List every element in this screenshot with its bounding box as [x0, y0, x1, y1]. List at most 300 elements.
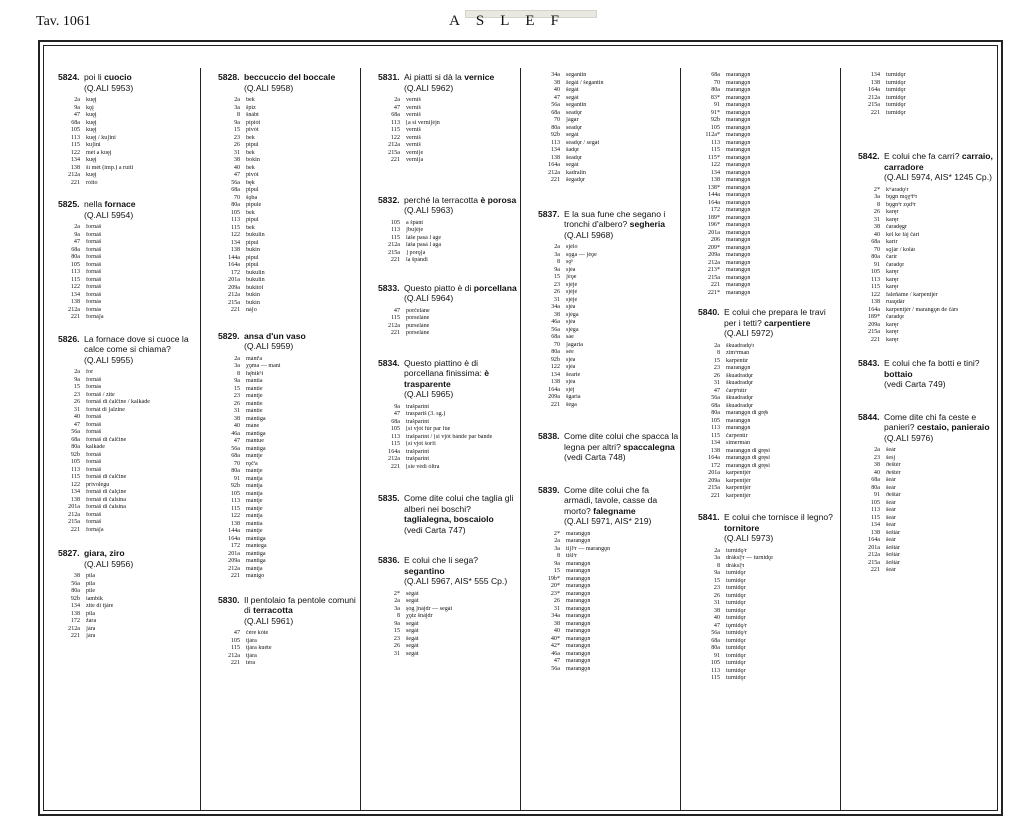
dialect-form: marangǫn	[566, 575, 591, 582]
dialect-form: čaradęgr	[886, 224, 907, 230]
location-code: 215a	[868, 559, 880, 566]
location-code: 23	[713, 365, 720, 371]
dialect-form: bukin	[246, 247, 260, 253]
dialect-form: sjéa	[566, 379, 576, 385]
data-row	[538, 252, 679, 260]
data-row	[58, 444, 199, 452]
data-row	[218, 262, 359, 270]
dialect-form: turnidǫr	[726, 615, 746, 621]
dialect-form: marangǫn	[726, 237, 751, 243]
data-row	[698, 177, 839, 185]
location-code: 212a	[68, 625, 80, 632]
location-code: 26	[553, 289, 560, 295]
location-code: 134	[230, 239, 240, 246]
location-code: 115	[871, 284, 880, 290]
location-code: 215a	[228, 299, 240, 306]
data-row	[698, 365, 839, 373]
data-row	[218, 112, 359, 120]
data-row	[698, 358, 839, 366]
dialect-form: marangǫn	[726, 169, 751, 176]
location-code: 105	[230, 209, 240, 216]
dialect-form: fornáʃa	[86, 526, 104, 533]
data-row	[218, 172, 359, 180]
location-code: 92b	[710, 117, 720, 123]
location-code: 2a	[714, 342, 720, 349]
location-code: 23*	[550, 590, 560, 597]
dialect-form: ʃára	[86, 625, 96, 632]
data-row	[698, 230, 839, 238]
data-row	[378, 235, 519, 243]
source-reference: (Q.ALI 5959)	[244, 341, 294, 351]
dialect-form: bek	[246, 97, 255, 103]
entry-number: 5840.	[698, 307, 720, 317]
dialect-form: sáe	[566, 334, 574, 340]
location-code: 31	[233, 149, 240, 156]
data-row	[538, 162, 679, 170]
dialect-form: segát	[406, 598, 419, 604]
data-row	[378, 242, 519, 250]
location-code: 221	[70, 526, 80, 533]
entry-number: 5841.	[698, 512, 720, 522]
data-row	[858, 277, 999, 285]
data-row	[538, 334, 679, 342]
dialect-form: ʃágar	[566, 117, 579, 123]
location-code: 56a	[71, 429, 80, 435]
location-code: 15	[393, 628, 400, 634]
data-row	[378, 636, 519, 644]
dialect-form: šeár	[886, 477, 896, 483]
location-code: 113	[551, 139, 560, 146]
location-code: 105	[70, 127, 80, 133]
data-row	[858, 537, 999, 545]
location-code: 134	[870, 72, 880, 78]
data-row	[378, 449, 519, 457]
dialect-form: marangǫn	[566, 568, 591, 574]
data-row	[218, 506, 359, 514]
location-code: 134	[70, 489, 80, 495]
dialect-form: marangǫn	[566, 560, 591, 567]
data-row	[218, 180, 359, 188]
dialect-form: marangǫn	[726, 222, 751, 228]
data-row	[698, 615, 839, 623]
entry-number: 5832.	[378, 194, 400, 205]
column-divider	[680, 68, 681, 810]
dialect-form: kʷaradǫʳr	[886, 186, 909, 193]
data-row	[538, 289, 679, 297]
data-row	[538, 531, 679, 539]
question-keyword: vernice	[464, 72, 495, 82]
location-code: 70	[233, 460, 240, 467]
location-code: 38	[873, 224, 880, 230]
dialect-form: tornidǫr	[726, 652, 746, 659]
question-text: E colui che fa carri?	[884, 151, 962, 161]
data-row	[538, 259, 679, 267]
data-row	[858, 102, 999, 110]
dialect-form: fornáš	[86, 291, 102, 298]
location-code: 8	[556, 259, 560, 265]
dialect-form: fornáš di čalčine / kalkáde	[86, 399, 150, 405]
dialect-form: trašparínt	[406, 403, 430, 410]
location-code: 105	[230, 490, 240, 497]
entry-question	[884, 358, 999, 390]
atlas-title: ASLEF	[449, 13, 575, 29]
dialect-form: fornàt di ʃalzine	[86, 406, 125, 413]
column-divider	[200, 68, 201, 810]
data-row	[218, 157, 359, 165]
dialect-form: šearie	[566, 371, 581, 378]
dialect-form: mántja	[246, 490, 263, 497]
location-code: 221	[390, 257, 400, 263]
data-row	[218, 468, 359, 476]
dialect-form: marangǫn	[566, 635, 591, 642]
data-row	[698, 448, 839, 456]
data-row	[218, 371, 359, 379]
data-row	[58, 369, 199, 377]
source-reference: (vedi Carta 749)	[884, 379, 946, 389]
dialect-form: verniš	[406, 134, 421, 141]
data-row	[378, 434, 519, 442]
question-keyword: porcellana	[473, 282, 517, 293]
source-reference: (Q.ALI 5962)	[404, 82, 454, 93]
location-code: 115	[711, 432, 720, 439]
question-text: poi li	[84, 72, 105, 82]
location-code: 40	[873, 231, 880, 238]
dialect-form: dráksl̥ᵊr — turnidǫr	[726, 555, 774, 561]
dialect-form: pila	[86, 610, 96, 617]
data-row	[858, 322, 999, 330]
dialect-form: mántja	[246, 513, 263, 519]
dialect-form: mántiga	[246, 430, 266, 437]
entry-heading	[858, 358, 999, 390]
dialect-form: segát	[406, 650, 419, 657]
data-row	[378, 127, 519, 135]
location-code: 138	[870, 529, 880, 536]
location-code: 201a	[708, 229, 720, 236]
dialect-form: turnidǫr	[726, 660, 746, 666]
dialect-form: čarpentír	[726, 432, 748, 439]
location-code: 209a	[228, 284, 240, 291]
dialect-form: mánigo	[246, 573, 265, 579]
location-code: 46a	[551, 650, 560, 657]
data-row	[218, 232, 359, 240]
dialect-form: [si vjòt fúr par fùe	[406, 426, 451, 432]
dialect-form: segát	[406, 628, 419, 634]
location-code: 138	[70, 610, 80, 617]
location-code: 113	[391, 433, 400, 440]
location-code: 23	[233, 134, 240, 141]
entry-question	[84, 72, 199, 93]
location-code: 8	[716, 562, 720, 569]
dialect-form: marangǫn	[726, 244, 751, 251]
location-code: 201a	[228, 277, 240, 283]
location-code: 68a	[711, 72, 720, 78]
dialect-form: seadǫr	[566, 124, 582, 131]
question-keyword: tornitore	[724, 522, 760, 533]
entry-question	[404, 358, 519, 400]
dialect-form: marangǫn	[566, 650, 591, 657]
dialect-form: ʃagaria	[566, 341, 583, 348]
data-row	[218, 573, 359, 581]
dialect-form: šegát	[566, 87, 579, 93]
entry-heading	[58, 548, 199, 569]
location-code: 144a	[708, 192, 720, 198]
data-row	[378, 598, 519, 606]
dialect-form: ruaǫdár	[886, 299, 905, 305]
source-reference: (Q.ALI 5971, AIS* 219)	[564, 516, 652, 526]
data-row	[378, 220, 519, 228]
dialect-form: karpentjér	[726, 470, 751, 476]
dialect-form: fornàs	[86, 306, 102, 313]
location-code: 40*	[550, 635, 560, 642]
location-code: 9a	[74, 376, 80, 383]
location-code: 138	[550, 154, 560, 161]
data-row	[698, 668, 839, 676]
dialect-form: ʃára	[86, 633, 96, 639]
dialect-form: šeštár	[886, 544, 900, 551]
data-row	[218, 300, 359, 308]
location-code: 15	[233, 385, 240, 392]
dialect-form: sjéa	[566, 364, 576, 370]
location-code: 115	[71, 474, 80, 480]
data-row	[858, 209, 999, 217]
data-row	[58, 504, 199, 512]
dialect-form: bukulin	[246, 232, 265, 238]
dialect-form: karęr	[886, 216, 899, 223]
dialect-form: kalkáde	[86, 444, 105, 450]
dialect-form: turnidǫr	[886, 94, 906, 101]
location-code: 23	[233, 393, 240, 399]
location-code: 9a	[714, 570, 720, 576]
data-row	[378, 157, 519, 165]
dialect-form: bukitòl	[246, 284, 264, 291]
dialect-form: turnidǫr	[726, 645, 746, 651]
location-code: 113	[391, 227, 400, 233]
location-code: 8	[396, 613, 400, 619]
data-row	[58, 150, 199, 158]
dialect-form: bek	[246, 164, 255, 171]
data-row	[858, 87, 999, 95]
location-code: 215a	[388, 249, 400, 256]
location-code: 2a	[74, 369, 80, 375]
source-reference: (Q.ALI 5972)	[724, 328, 774, 338]
data-row	[538, 125, 679, 133]
dialect-form: ʃbuʃéje	[406, 227, 424, 233]
data-row	[218, 630, 359, 638]
entry-number: 5831.	[378, 72, 400, 82]
location-code: 31	[233, 408, 240, 414]
dialect-form: traspariš (3. sg.)	[406, 411, 446, 417]
data-row	[378, 628, 519, 636]
data-row	[538, 319, 679, 327]
data-row	[538, 658, 679, 666]
dialect-form: kuęį	[86, 157, 97, 163]
location-code: 2a	[714, 547, 720, 554]
location-code: 8	[236, 370, 240, 377]
location-code: 80a	[71, 588, 80, 594]
data-row	[378, 308, 519, 316]
data-row	[698, 470, 839, 478]
dialect-form: mántje	[246, 393, 263, 399]
entry-question	[564, 485, 679, 527]
data-row	[698, 555, 839, 563]
entry	[858, 412, 999, 575]
dialect-form: sjéa	[566, 266, 576, 273]
data-row	[218, 423, 359, 431]
entry	[698, 307, 839, 500]
location-code: 122	[70, 149, 80, 156]
dialect-form: mántiga	[246, 535, 266, 542]
data-row	[858, 247, 999, 255]
dialect-form: bukulin	[246, 269, 265, 276]
entry-number: 5830.	[218, 594, 240, 605]
location-code: 212a	[868, 94, 880, 101]
entry	[378, 72, 519, 165]
question-keyword: spaccalegna	[623, 441, 675, 452]
location-code: 8	[236, 112, 240, 118]
dialect-form: šeár	[886, 522, 896, 528]
dialect-form: marangǫn	[726, 207, 751, 213]
data-row	[58, 269, 199, 277]
data-row	[698, 593, 839, 601]
location-code: 115	[871, 514, 880, 521]
dialect-form: porseláne	[406, 330, 430, 336]
data-row	[698, 237, 839, 245]
data-row	[698, 585, 839, 593]
location-code: 138	[550, 379, 560, 385]
dialect-form: rǫčⁱa	[246, 460, 258, 467]
dialect-form: téra	[246, 660, 256, 666]
location-code: 47	[553, 94, 560, 101]
entry-heading	[858, 412, 999, 444]
data-row	[698, 493, 839, 501]
data-row	[698, 653, 839, 661]
location-code: 3a	[714, 555, 720, 561]
entry-heading	[538, 209, 679, 241]
question-text: Ai piatti si dà la	[404, 72, 465, 82]
data-row	[698, 260, 839, 268]
entry-number: 5839.	[538, 484, 560, 495]
dialect-form: tǫrnidǫʳr	[726, 622, 747, 629]
dialect-form: sjéa	[566, 356, 576, 363]
location-code: 138	[70, 164, 80, 171]
question-keyword: segheria	[629, 219, 666, 229]
dialect-form: marangǫn	[726, 289, 751, 296]
dialect-form: simermán	[726, 440, 751, 446]
data-row	[698, 660, 839, 668]
column-3	[378, 72, 519, 658]
entry-number: 5838.	[538, 431, 560, 441]
location-code: 113	[71, 466, 80, 473]
data-row	[58, 392, 199, 400]
data-row	[218, 187, 359, 195]
dialect-form: marangǫn	[726, 267, 751, 273]
location-code: 164a	[868, 537, 880, 543]
location-code: 31	[713, 380, 720, 386]
location-code: 164a	[548, 162, 560, 168]
dialect-form: fornáš	[86, 466, 102, 473]
dialect-form: karęr	[886, 329, 899, 335]
location-code: 80a	[71, 444, 80, 450]
dialect-form: marangǫn	[726, 252, 751, 258]
data-row	[218, 378, 359, 386]
dialect-form: marangǫn	[726, 109, 751, 116]
entry	[378, 493, 519, 535]
data-row	[858, 492, 999, 500]
data-row	[378, 105, 519, 113]
location-code: 113	[71, 269, 80, 275]
dialect-form: fornáš	[86, 231, 102, 238]
data-row	[698, 380, 839, 388]
entry-heading	[698, 307, 839, 339]
dialect-form: bek	[246, 149, 255, 156]
data-row	[698, 645, 839, 653]
data-row	[858, 462, 999, 470]
dialect-form: žára	[86, 618, 97, 624]
dialect-form: zite di tjáre	[86, 603, 114, 609]
location-code: 196*	[707, 222, 720, 228]
dialect-form: turnidǫʳr	[726, 630, 747, 636]
dialect-form: šǫba	[246, 194, 258, 201]
dialect-form: fornáš / zite	[86, 391, 115, 398]
dialect-form: sjéga	[566, 311, 579, 318]
data-row	[858, 507, 999, 515]
location-code: 221	[710, 282, 720, 288]
dialect-form: marangǫn	[726, 177, 751, 183]
dialect-form: marangǫn	[726, 274, 751, 281]
entry-question	[404, 493, 519, 535]
entry	[858, 358, 999, 390]
location-code: 9a	[74, 231, 80, 238]
dialect-form: marangǫn di grę̄s	[726, 410, 769, 416]
question-text: La fornace dove si cuoce la calce come si chiama?	[84, 333, 189, 354]
question-text: Come dite colui che spacca la legna per altri?	[564, 431, 679, 452]
dialect-form: marangǫn	[726, 147, 751, 153]
dialect-form: šeadǫr	[566, 154, 582, 161]
location-code: 56a	[711, 630, 720, 636]
data-row	[538, 561, 679, 569]
data-row	[378, 323, 519, 331]
data-row	[538, 613, 679, 621]
data-row	[538, 170, 679, 178]
data-row	[218, 277, 359, 285]
data-row	[218, 270, 359, 278]
location-code: 105	[70, 459, 80, 465]
dialect-form: kuęį	[86, 97, 97, 103]
entry-number: 5829.	[218, 330, 240, 341]
location-code: 3a	[234, 104, 240, 111]
dialect-form: kadralin	[566, 169, 586, 176]
dialect-form: marangǫn	[566, 583, 591, 589]
data-row	[58, 314, 199, 322]
location-code: 164a	[228, 535, 240, 542]
question-keyword: ansa d'un vaso	[244, 330, 306, 341]
dialect-form: segantin	[566, 102, 587, 108]
source-reference: (vedi Carta 748)	[564, 452, 626, 462]
dialect-form: fornáš	[86, 376, 102, 383]
data-row	[378, 411, 519, 419]
data-row	[58, 224, 199, 232]
entry-heading	[378, 358, 519, 400]
dialect-form: láša pasá l ága	[406, 242, 442, 248]
dialect-form: šeśj	[886, 454, 896, 461]
data-row	[58, 254, 199, 262]
location-code: 212a	[548, 169, 560, 176]
dialect-form: marangǫn	[566, 620, 591, 627]
dialect-form: dráksl̥ᵊr	[726, 562, 745, 569]
dialect-form: škuadradǫr	[726, 402, 754, 409]
question-keyword: bottaio	[884, 368, 913, 379]
dialect-form: pile	[86, 588, 96, 594]
